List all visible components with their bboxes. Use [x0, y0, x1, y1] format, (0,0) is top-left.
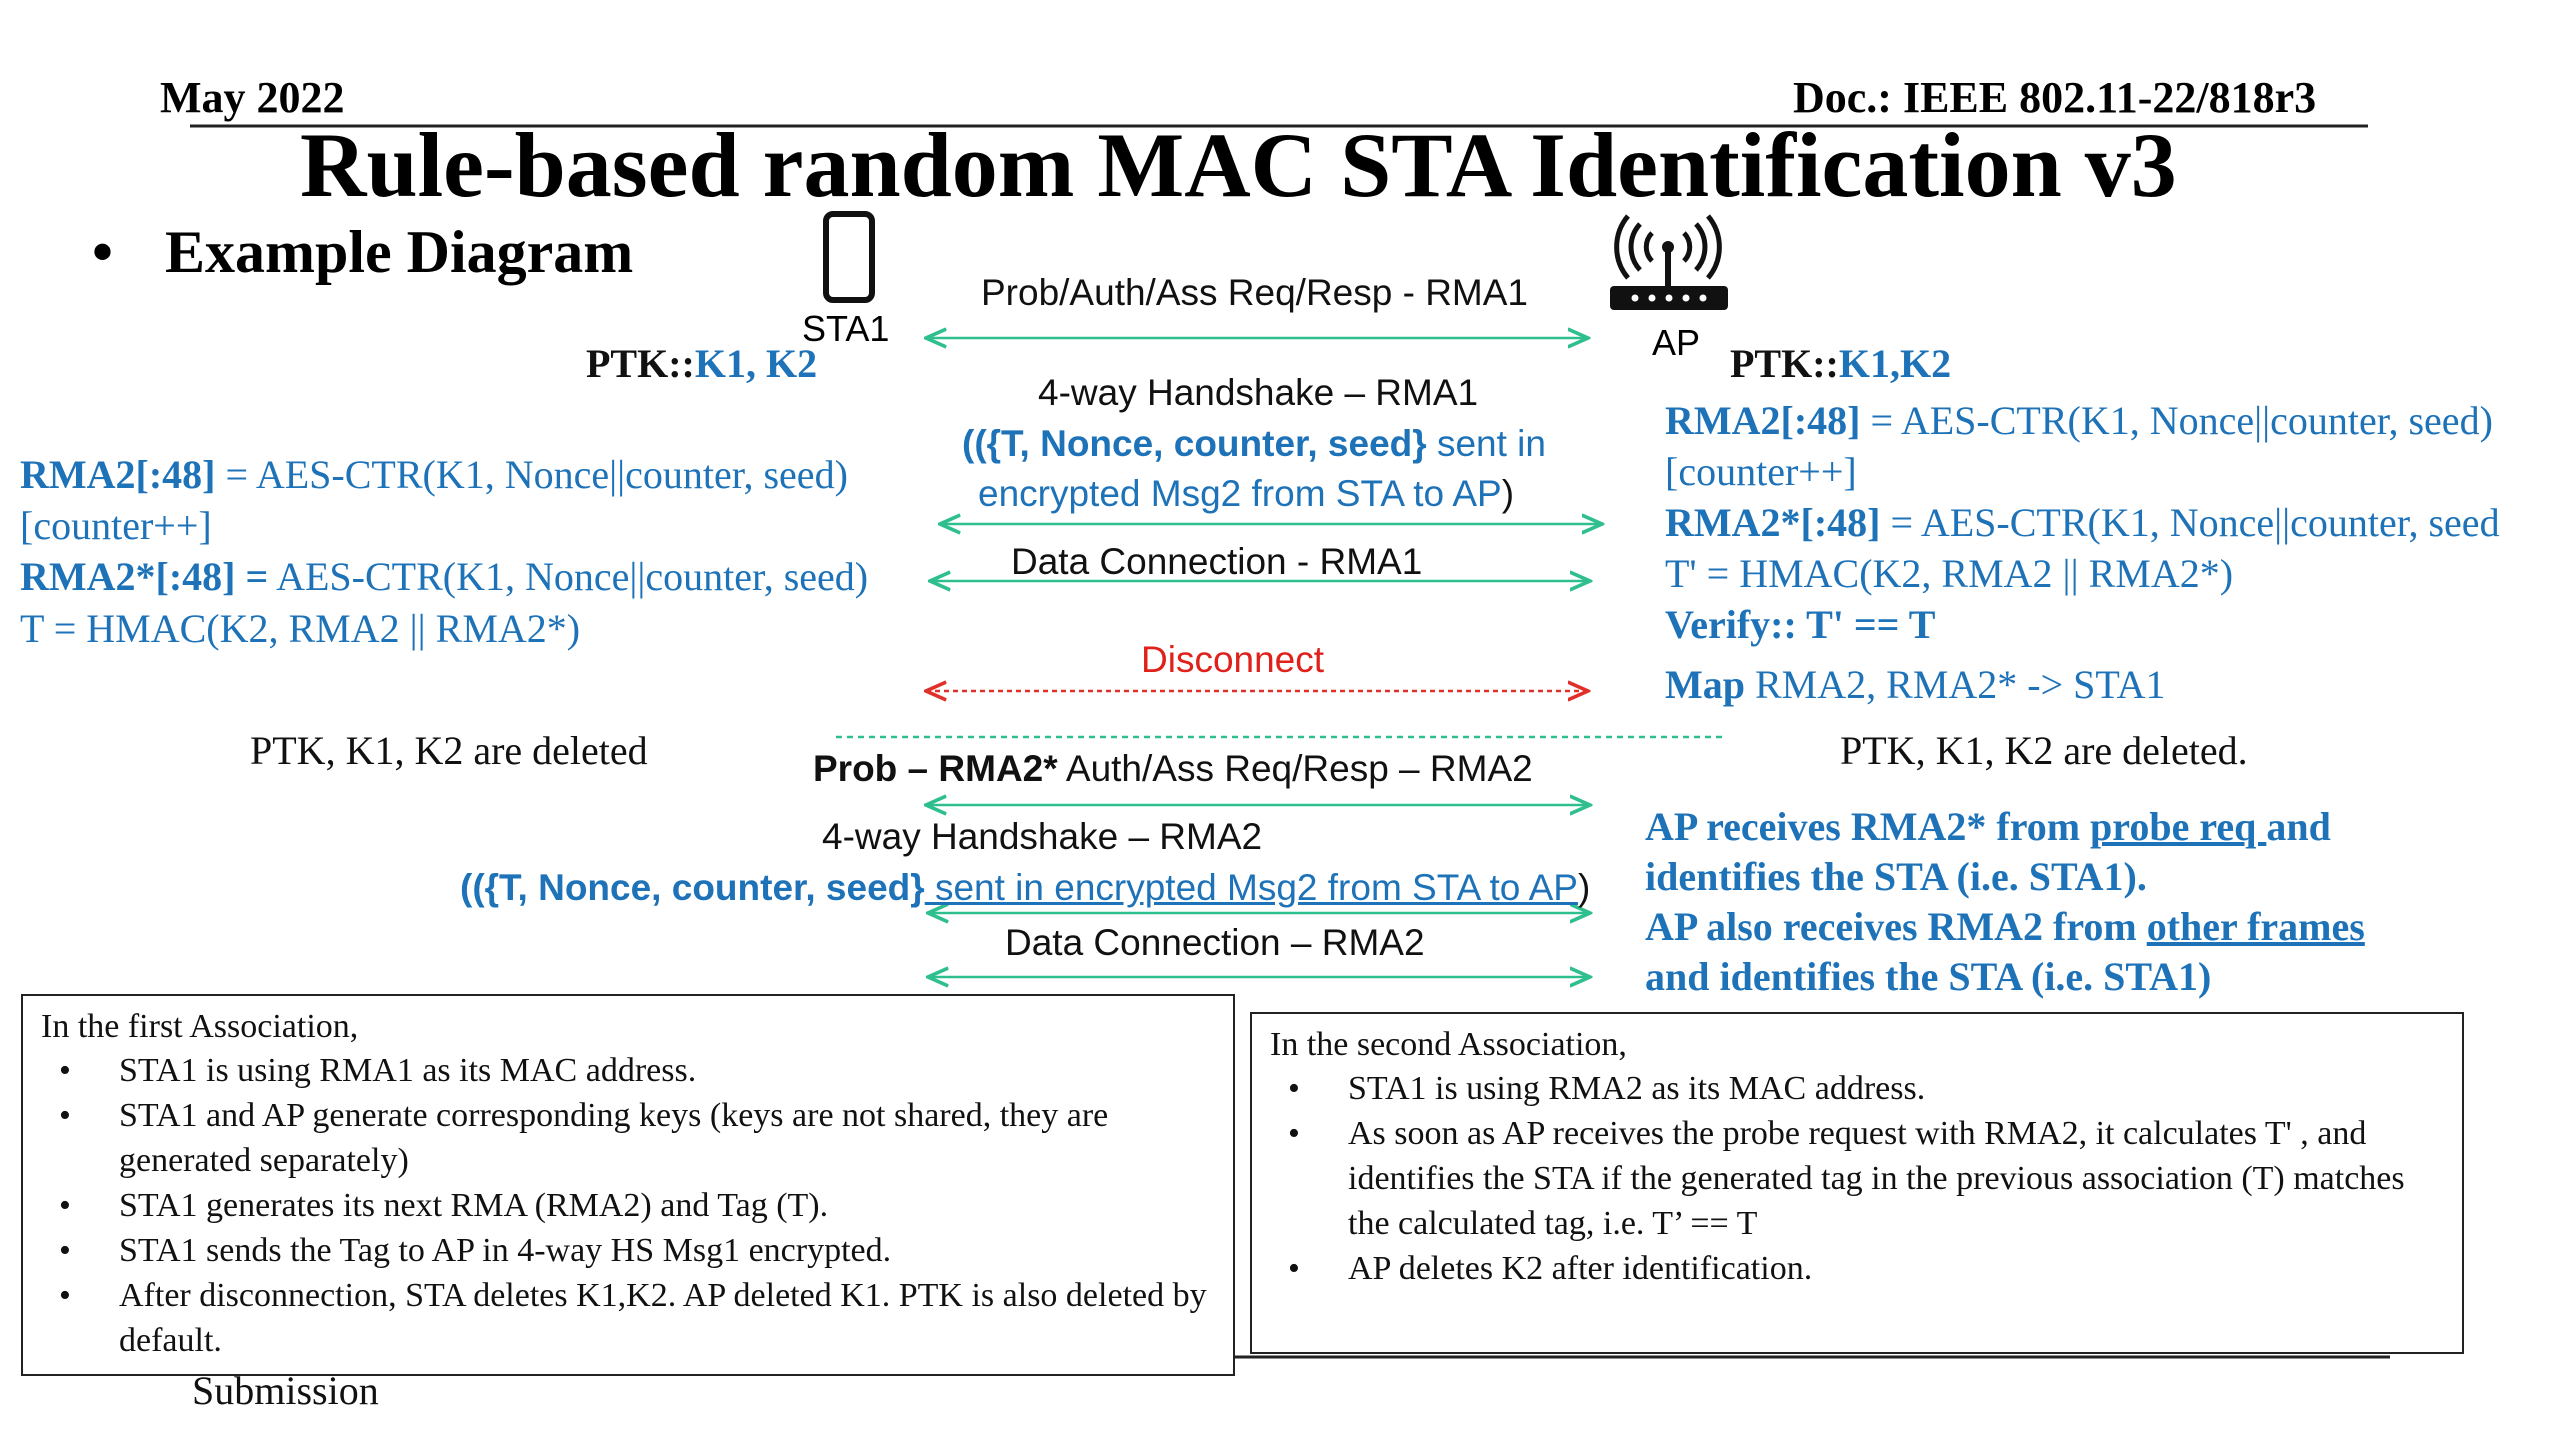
list-item: • AP deletes K2 after identification.	[1270, 1246, 2446, 1291]
box2-intro: In the second Association,	[1270, 1026, 1627, 1063]
msg-tuple-rma1: (({T, Nonce, counter, seed} sent in	[962, 423, 1546, 464]
msg-data-rma1: Data Connection - RMA1	[1011, 541, 1423, 582]
ap-counter: [counter++]	[1665, 449, 1857, 494]
sta-counter: [counter++]	[20, 503, 212, 548]
list-item: • STA1 sends the Tag to AP in 4-way HS Msg1 encrypted.	[41, 1228, 1217, 1273]
msg-prob-rma2: Prob – RMA2* Auth/Ass Req/Resp – RMA2	[813, 748, 1533, 789]
router-icon	[1610, 216, 1728, 310]
msg-disconnect: Disconnect	[1141, 639, 1325, 680]
header-date: May 2022	[160, 73, 345, 122]
msg-prob-rma1: Prob/Auth/Ass Req/Resp - RMA1	[981, 272, 1528, 313]
sta-ptk-label: PTK::K1, K2	[586, 341, 818, 386]
ap-label: AP	[1652, 322, 1701, 363]
sta-rma2-formula: RMA2[:48] = AES-CTR(K1, Nonce||counter, seed)	[20, 452, 848, 497]
ap-verify: Verify:: T' == T	[1665, 602, 1936, 647]
list-item: • As soon as AP receives the probe request with RMA2, it calculates T' , and identifies the STA if the generated tag in the previous association (T) matches the calculated tag, i.e. T’ == T	[1270, 1111, 2446, 1246]
ap-note-line4: and identifies the STA (i.e. STA1)	[1645, 954, 2212, 999]
ap-note-line3: AP also receives RMA2 from other frames	[1645, 904, 2365, 949]
footer-submission: Submission	[192, 1368, 379, 1413]
ap-ptk-label: PTK::K1,K2	[1730, 341, 1952, 386]
msg-data-rma2: Data Connection – RMA2	[1005, 922, 1425, 963]
sta-rma2star-formula: RMA2*[:48] = AES-CTR(K1, Nonce||counter, seed)	[20, 554, 869, 599]
phone-icon	[826, 214, 872, 300]
sta1-label: STA1	[802, 308, 890, 349]
bullet-dot: •	[92, 219, 114, 285]
msg-4way-rma1: 4-way Handshake – RMA1	[1038, 372, 1479, 413]
msg-4way-rma2: 4-way Handshake – RMA2	[822, 816, 1263, 857]
list-item: • After disconnection, STA deletes K1,K2. AP deleted K1. PTK is also deleted by default.	[41, 1273, 1217, 1363]
msg-tuple-rma2: (({T, Nonce, counter, seed} sent in encrypted Msg2 from STA to AP)	[460, 867, 1591, 908]
list-item: • STA1 is using RMA1 as its MAC address.	[41, 1048, 1217, 1093]
header-doc-id: Doc.: IEEE 802.11-22/818r3	[1793, 73, 2317, 122]
list-item: • STA1 and AP generate corresponding keys (keys are not shared, they are generated separately)	[41, 1093, 1217, 1183]
box1-intro: In the first Association,	[41, 1008, 359, 1045]
ap-rma2star-formula: RMA2*[:48] = AES-CTR(K1, Nonce||counter, seed	[1665, 500, 2500, 545]
box2-list	[1270, 1066, 2446, 1291]
ap-note-line1: AP receives RMA2* from probe req and	[1645, 804, 2331, 849]
sta-deleted-note: PTK, K1, K2 are deleted	[250, 728, 648, 773]
box1-list	[41, 1048, 1217, 1363]
second-association-box	[1250, 1012, 2464, 1354]
sta-tag-formula: T = HMAC(K2, RMA2 || RMA2*)	[20, 606, 581, 651]
ap-map: Map RMA2, RMA2* -> STA1	[1665, 662, 2166, 707]
msg-encrypted-rma1: encrypted Msg2 from STA to AP)	[978, 473, 1515, 514]
list-item: • STA1 is using RMA2 as its MAC address.	[1270, 1066, 2446, 1111]
ap-tag-formula: T' = HMAC(K2, RMA2 || RMA2*)	[1665, 551, 2234, 596]
page-title: Rule-based random MAC STA Identification v3	[300, 114, 2177, 216]
section-heading: Example Diagram	[165, 219, 634, 285]
ap-rma2-formula: RMA2[:48] = AES-CTR(K1, Nonce||counter, seed)	[1665, 398, 2493, 443]
first-association-box	[21, 994, 1235, 1376]
ap-deleted-note: PTK, K1, K2 are deleted.	[1840, 728, 2248, 773]
list-item: • STA1 generates its next RMA (RMA2) and Tag (T).	[41, 1183, 1217, 1228]
ap-note-line2: identifies the STA (i.e. STA1).	[1645, 854, 2147, 899]
